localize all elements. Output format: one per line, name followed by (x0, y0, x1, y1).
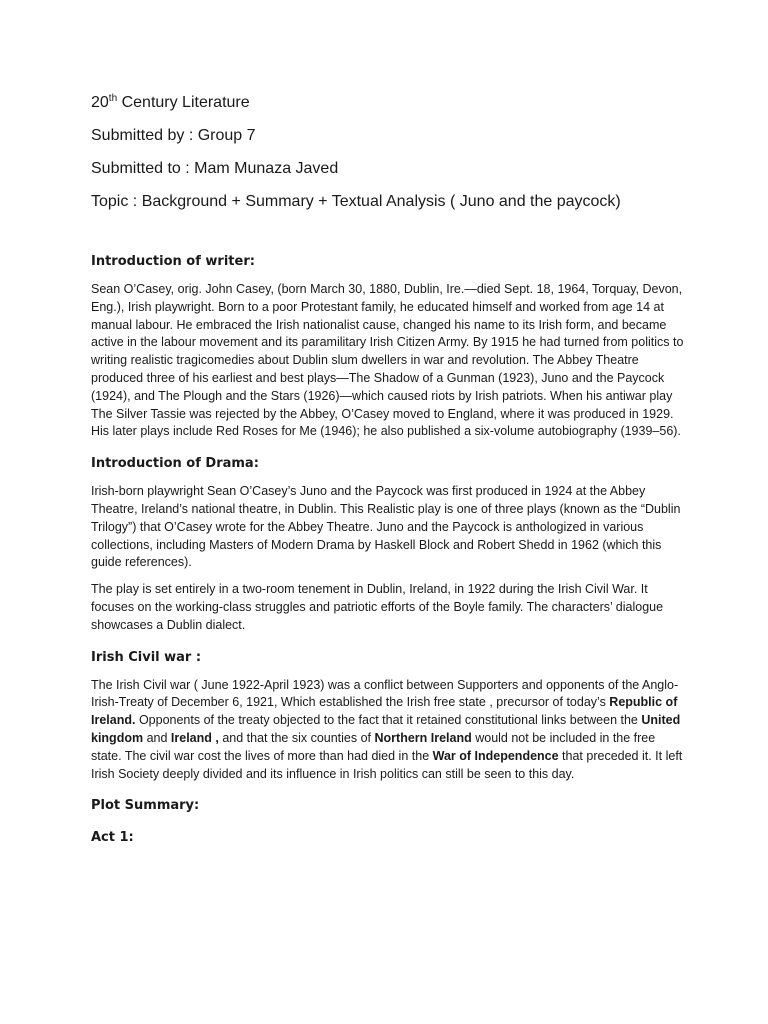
civil-war-paragraph: The Irish Civil war ( June 1922-April 1923) was a conflict between Supporters and opponents of the Anglo-Irish-Treaty of December 6, 1921, Which established the Irish free state , precursor of today’s Republic of Ireland. Opponents of the treaty objected to the fact that it retained constitutional links between the United kingdom and Ireland , and that the six counties of Northern Ireland would not be included in the free state. The civil war cost the lives of more than had died in the War of Independence that preceded it. It left Irish Society deeply divided and its influence in Irish politics can still be seen to this day. (91, 677, 683, 781)
writer-paragraph: Sean O’Casey, orig. John Casey, (born March 30, 1880, Dublin, Ire.—died Sept. 18, 1964, Torquay, Devon, Eng.), Irish playwright. Born to a poor Protestant family, he educated himself and worked from age 14 at manual labour. He embraced the Irish nationalist cause, changed his name to its Irish form, and became active in the labour movement and its paramilitary Irish Citizen Army. By 1915 he had turned from politics to writing realistic tragicomedies about Dublin slum dwellers in war and revolution. The Abbey Theatre produced three of his earliest and best plays—The Shadow of a Gunman (1923), Juno and the Paycock (1924), and The Plough and the Stars (1926)—which caused riots by Irish patriots. When his antiwar play The Silver Tassie was rejected by the Abbey, O’Casey moved to England, where it was produced in 1929. His later plays include Red Roses for Me (1946); he also published a six-volume autobiography (1939–56). (91, 282, 684, 439)
plot-summary-heading: Plot Summary: (91, 798, 200, 814)
civil-war-heading: Irish Civil war : (91, 649, 202, 665)
document-page (91, 92, 687, 857)
drama-paragraph-2: The play is set entirely in a two-room tenement in Dublin, Ireland, in 1922 during the Irish Civil War. It focuses on the working-class struggles and patriotic efforts of the Boyle family. The characters’ dialogue showcases a Dublin dialect. (91, 582, 664, 632)
writer-heading: Introduction of writer: (91, 254, 255, 269)
course-title: 20th Century Literature (91, 93, 250, 111)
act-1-heading: Act 1: (91, 830, 134, 846)
spacer (91, 224, 687, 253)
topic: Topic : Background + Summary + Textual Analysis ( Juno and the paycock) (91, 193, 621, 210)
drama-paragraph-1: Irish-born playwright Sean O’Casey’s Juno and the Paycock was first produced in 1924 at the Abbey Theatre, Ireland’s national theatre, in Dublin. This Realistic play is one of three plays (known as the “Dublin Trilogy”) that O’Casey wrote for the Abbey Theatre. Juno and the Paycock is anthologized in various collections, including Masters of Modern Drama by Haskell Block and Robert Shedd in 1962 (which this guide references). (91, 484, 681, 570)
submitted-to: Submitted to : Mam Munaza Javed (91, 160, 339, 177)
drama-heading: Introduction of Drama: (91, 456, 259, 472)
submitted-by: Submitted by : Group 7 (91, 127, 256, 144)
